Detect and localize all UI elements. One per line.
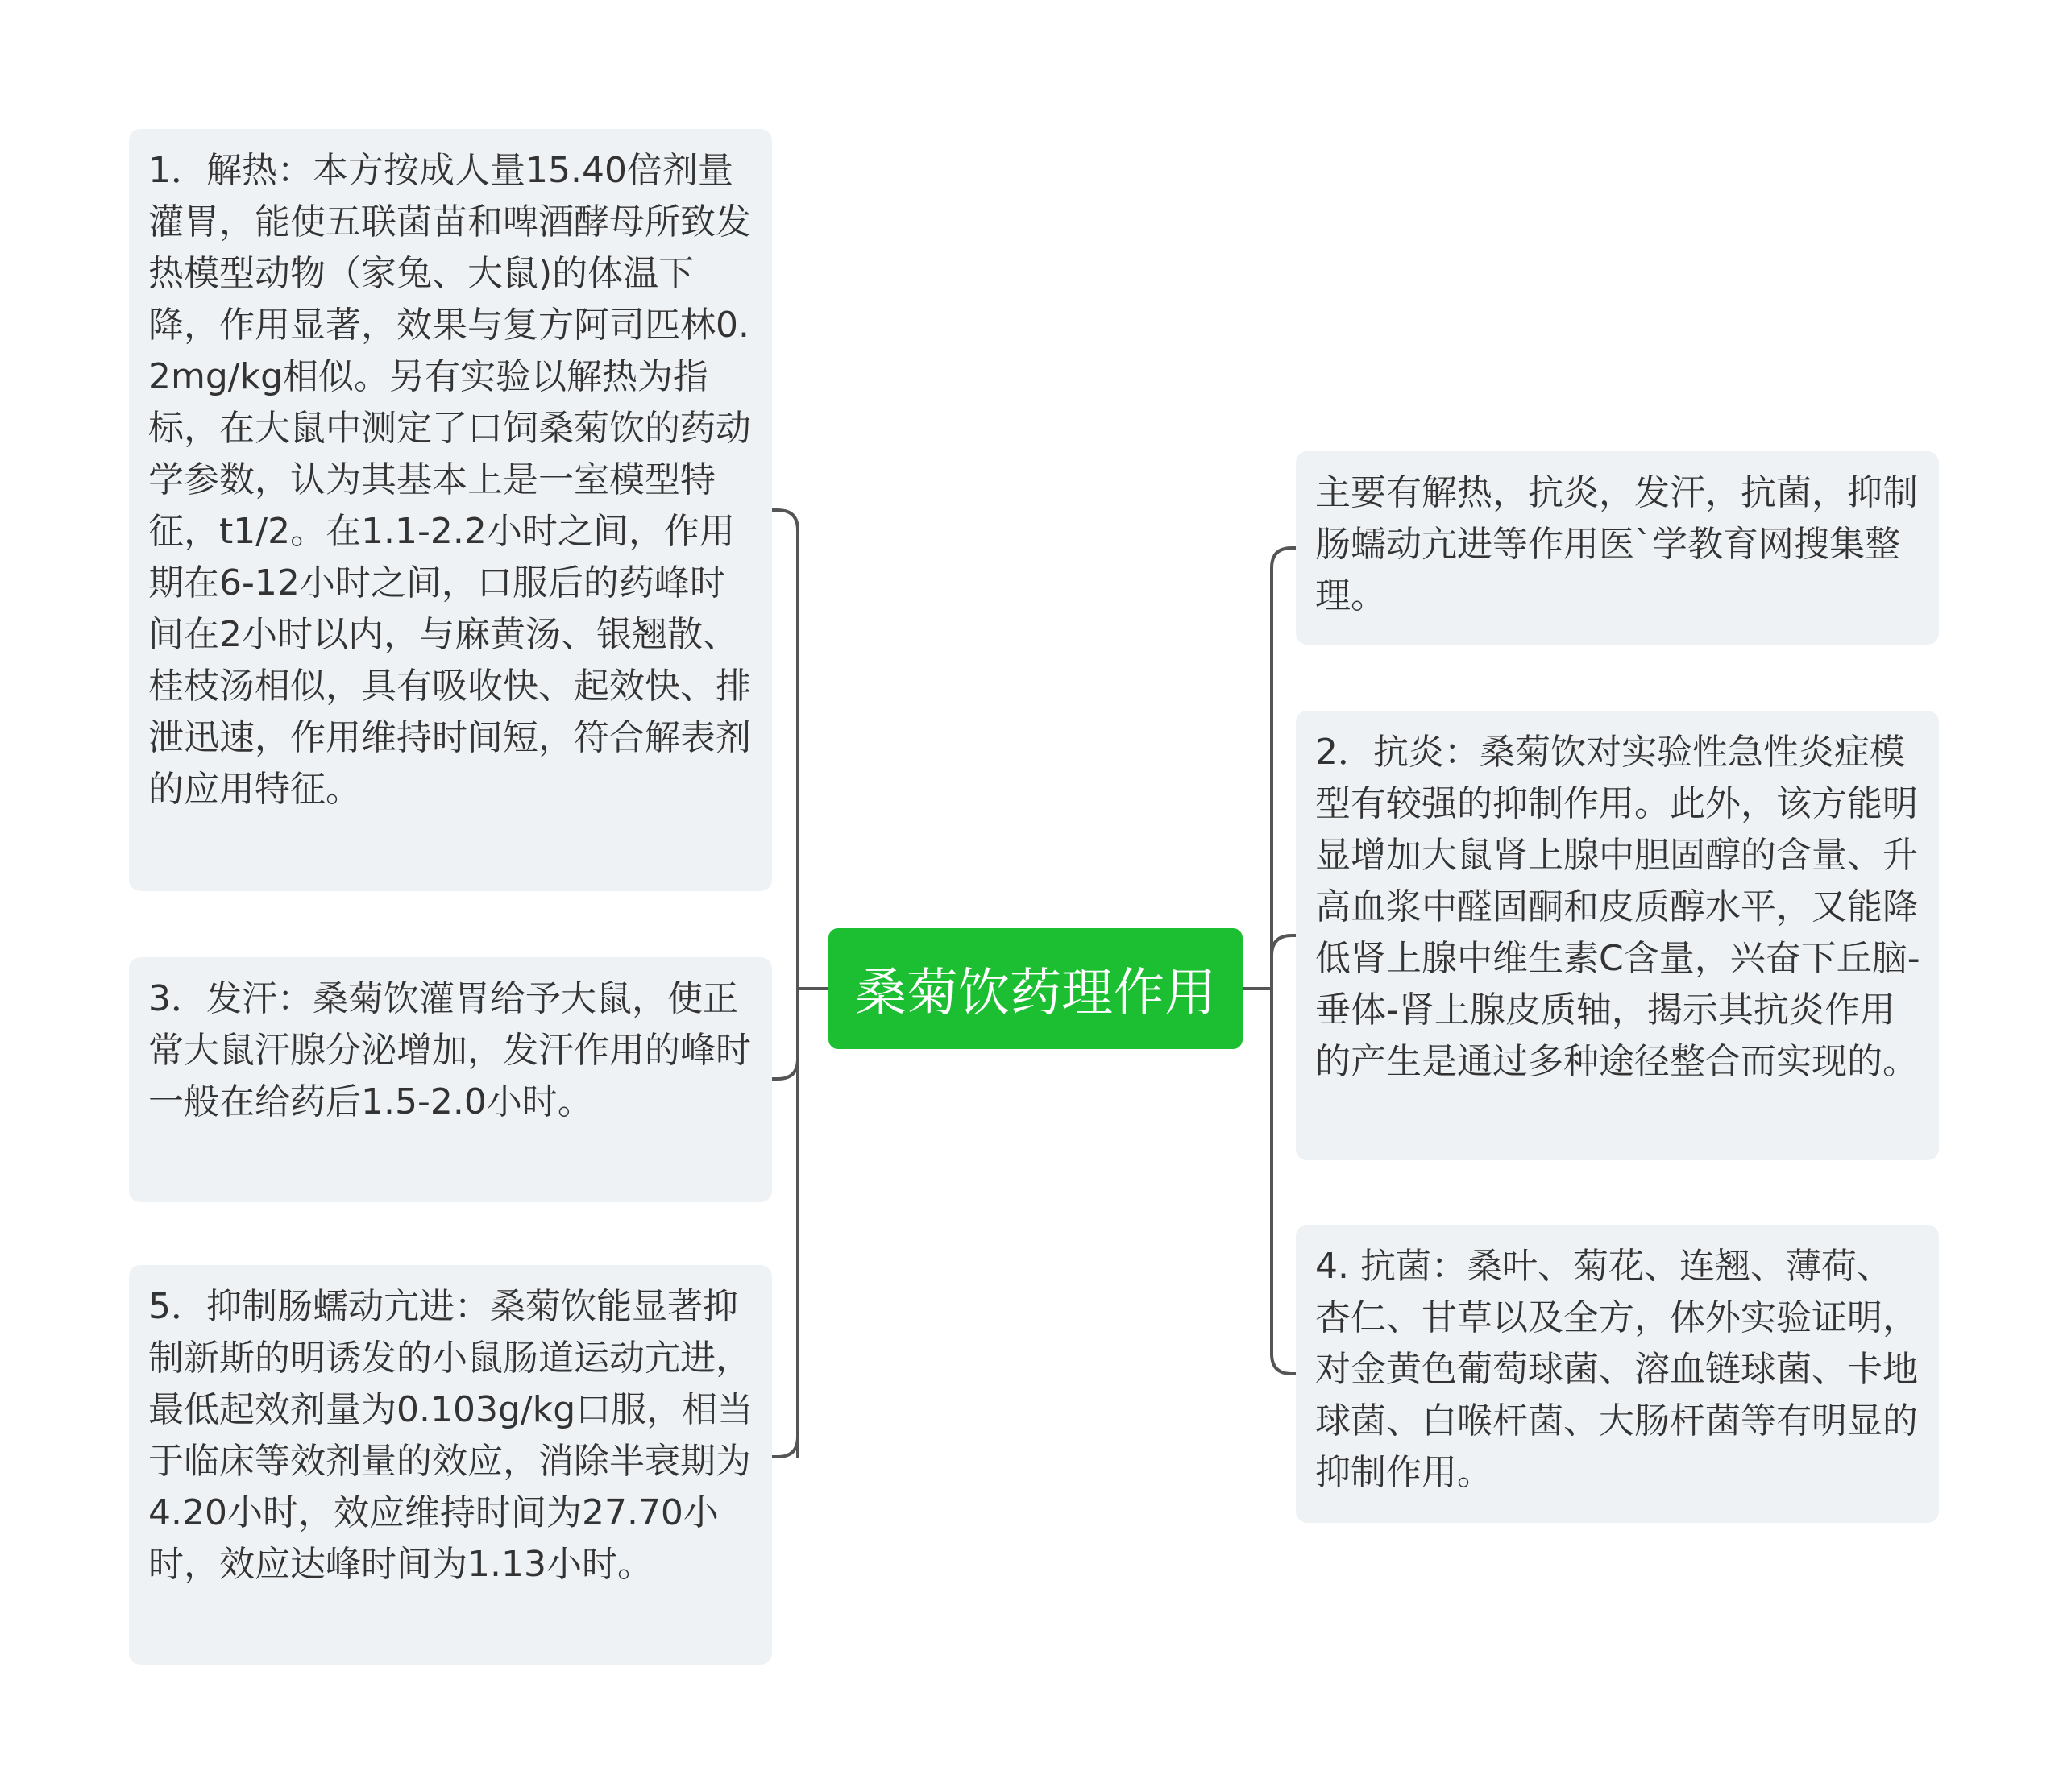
connector-to-n3 <box>772 1059 798 1079</box>
topic-node-anti-inflammatory[interactable]: 2．抗炎：桑菊饮对实验性急性炎症模型有较强的抑制作用。此外，该方能明显增加大鼠肾上腺中胆固醇的含量、升高血浆中醛固酮和皮质醇水平，又能降低肾上腺中维生素C含量，兴奋下丘脑-垂体-肾上腺皮质轴，揭示其抗炎作用的产生是通过多种途径整合而实现的。 <box>1296 711 1939 1160</box>
topic-node-summary[interactable]: 主要有解热，抗炎，发汗，抗菌，抑制肠蠕动亢进等作用医`学教育网搜集整理。 <box>1296 451 1939 645</box>
root-topic[interactable] <box>828 928 1243 1049</box>
connector-to-n5 <box>772 1437 798 1457</box>
topic-node-sweating[interactable]: 3．发汗：桑菊饮灌胃给予大鼠，使正常大鼠汗腺分泌增加，发汗作用的峰时一般在给药后1.5-2.0小时。 <box>129 957 772 1202</box>
connector-to-n1 <box>772 510 798 530</box>
topic-node-fever-reduction[interactable]: 1．解热：本方按成人量15.40倍剂量灌胃，能使五联菌苗和啤酒酵母所致发热模型动物（家兔、大鼠)的体温下降，作用显著，效果与复方阿司匹林0.2mg/kg相似。另有实验以解热为指标，在大鼠中测定了口饲桑菊饮的药动学参数，认为其基本上是一室模型特征，t1/2。在1.1-2.2小时之间，作用期在6-12小时之间，口服后的药峰时间在2小时以内，与麻黄汤、银翘散、桂枝汤相似，具有吸收快、起效快、排泄迅速，作用维持时间短，符合解表剂的应用特征。 <box>129 129 772 891</box>
connector-to-n4 <box>1272 1354 1296 1374</box>
connector-to-n0 <box>1272 548 1296 568</box>
topic-node-intestinal-motility[interactable]: 5．抑制肠蠕动亢进：桑菊饮能显著抑制新斯的明诱发的小鼠肠道运动亢进，最低起效剂量为0.103g/kg口服，相当于临床等效剂量的效应，消除半衰期为4.20小时，效应维持时间为27.70小时，效应达峰时间为1.13小时。 <box>129 1265 772 1665</box>
topic-node-antibacterial[interactable]: 4. 抗菌：桑叶、菊花、连翘、薄荷、杏仁、甘草以及全方，体外实验证明，对金黄色葡萄球菌、溶血链球菌、卡地球菌、白喉杆菌、大肠杆菌等有明显的抑制作用。 <box>1296 1225 1939 1523</box>
root-topic-label: 桑菊饮药理作用 <box>855 964 1216 1023</box>
connector-to-n2 <box>1272 935 1296 956</box>
